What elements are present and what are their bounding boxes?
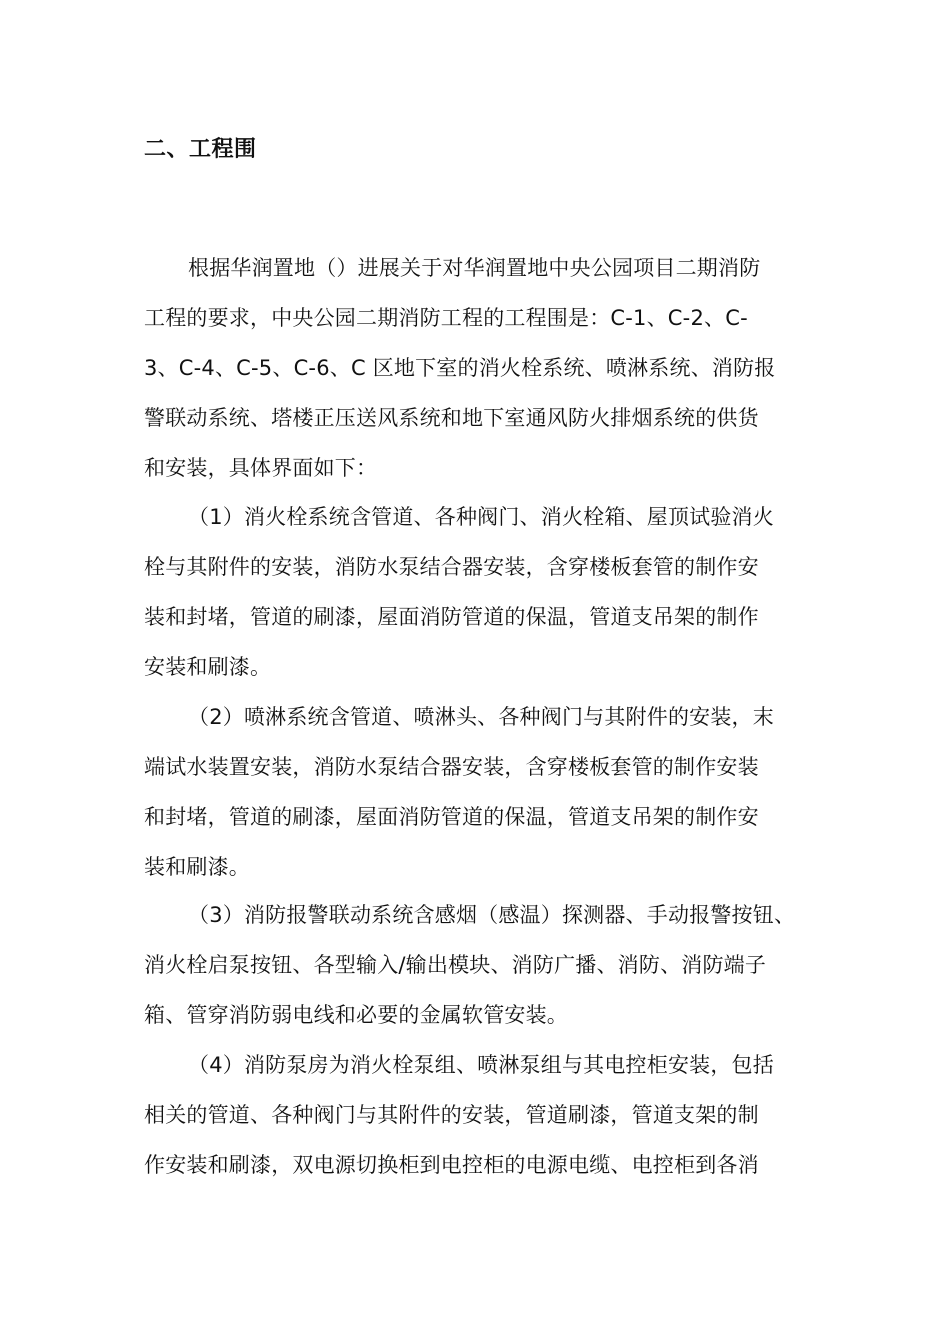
paragraph-line: 装和刷漆。 — [144, 855, 250, 879]
paragraph-item-1 — [144, 492, 824, 692]
paragraph-line: （3）消防报警联动系统含感烟（感温）探测器、手动报警按钮、 — [188, 903, 796, 927]
paragraph-item-2 — [144, 692, 824, 892]
paragraph-line: 和安装，具体界面如下： — [144, 456, 378, 480]
paragraph-line: 相关的管道、各种阀门与其附件的安装，管道刷漆，管道支架的制 — [144, 1103, 759, 1127]
paragraph-intro — [144, 243, 824, 493]
paragraph-line: （4）消防泵房为消火栓泵组、喷淋泵组与其电控柜安装，包括 — [188, 1053, 774, 1077]
paragraph-line: 和封堵，管道的刷漆，屋面消防管道的保温，管道支吊架的制作安 — [144, 805, 759, 829]
section-heading: 二、工程围 — [144, 137, 257, 162]
paragraph-item-3 — [144, 890, 824, 1040]
paragraph-line: 箱、管穿消防弱电线和必要的金属软管安装。 — [144, 1003, 568, 1027]
paragraph-line: 工程的要求，中央公园二期消防工程的工程围是：C-1、C-2、C- — [144, 306, 748, 330]
paragraph-line: 装和封堵，管道的刷漆，屋面消防管道的保温，管道支吊架的制作 — [144, 605, 759, 629]
paragraph-line: （2）喷淋系统含管道、喷淋头、各种阀门与其附件的安装，末 — [188, 705, 774, 729]
paragraph-line: （1）消火栓系统含管道、各种阀门、消火栓箱、屋顶试验消火 — [188, 505, 774, 529]
paragraph-line: 作安装和刷漆，双电源切换柜到电控柜的电源电缆、电控柜到各消 — [144, 1153, 759, 1177]
paragraph-line: 栓与其附件的安装，消防水泵结合器安装，含穿楼板套管的制作安 — [144, 555, 759, 579]
paragraph-line: 消火栓启泵按钮、各型输入/输出模块、消防广播、消防、消防端子 — [144, 953, 767, 977]
paragraph-line: 警联动系统、塔楼正压送风系统和地下室通风防火排烟系统的供货 — [144, 406, 759, 430]
paragraph-line: 3、C-4、C-5、C-6、C 区地下室的消火栓系统、喷淋系统、消防报 — [144, 356, 776, 380]
paragraph-line: 根据华润置地（）进展关于对华润置地中央公园项目二期消防 — [188, 256, 761, 280]
paragraph-line: 端试水装置安装，消防水泵结合器安装，含穿楼板套管的制作安装 — [144, 755, 759, 779]
paragraph-item-4 — [144, 1040, 824, 1190]
paragraph-line: 安装和刷漆。 — [144, 655, 272, 679]
